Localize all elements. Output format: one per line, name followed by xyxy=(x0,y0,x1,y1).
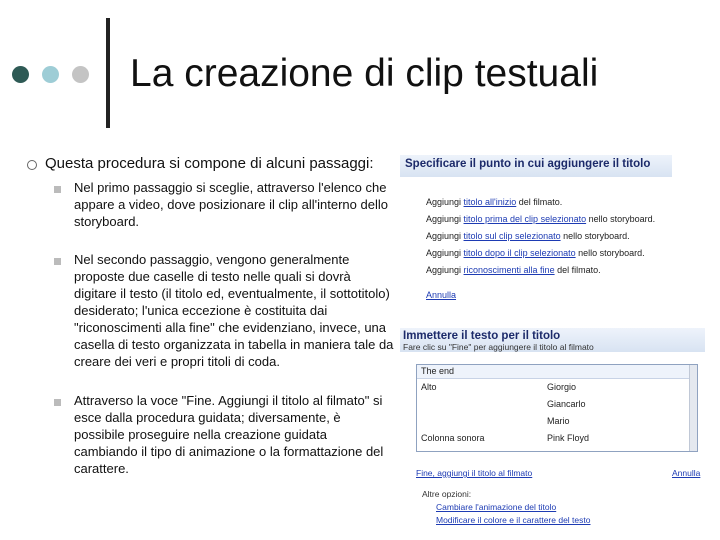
table-cell[interactable]: The end xyxy=(421,366,455,376)
decorative-dot-light xyxy=(42,66,59,83)
table-cell[interactable]: Pink Floyd xyxy=(547,433,590,443)
decorative-dot-dark xyxy=(12,66,29,83)
option-row: Aggiungi titolo all'inizio del filmato. xyxy=(426,197,563,207)
panel-heading: Specificare il punto in cui aggiungere il titolo xyxy=(405,158,651,170)
option-row: Aggiungi titolo sul clip selezionato nello storyboard. xyxy=(426,231,630,241)
bullet-text-1: Nel primo passaggio si sceglie, attraverso l'elenco che appare a video, dove posizionare il clip all'interno dello storyboard. xyxy=(74,180,388,229)
title-position-panel xyxy=(400,155,672,305)
decorative-dot-grey xyxy=(72,66,89,83)
option-row: Aggiungi titolo dopo il clip selezionato nello storyboard. xyxy=(426,248,645,258)
bullet-icon xyxy=(54,186,61,193)
option-row: Aggiungi titolo prima del clip selezionato nello storyboard. xyxy=(426,214,656,224)
cancel-link[interactable]: Annulla xyxy=(672,468,701,478)
bullet-icon xyxy=(54,399,61,406)
table-cell[interactable]: Mario xyxy=(547,416,570,426)
bullet-text-2: Nel secondo passaggio, vengono generalmente proposte due caselle di testo nelle quali si dovrà digitare il testo (il titolo ed, eventualmente, il sottotitolo) desiderato; l'unica eccezione è costituita dai "riconoscimenti alla fine" che evidenziano, invece, una casella di testo organizzata in tabella in maniera tale da creare dei veri e propri titoli di coda. xyxy=(74,252,394,369)
table-cell[interactable]: Alto xyxy=(421,382,437,392)
table-cell[interactable]: Giancarlo xyxy=(547,399,586,409)
table-scrollbar[interactable] xyxy=(689,365,697,451)
bullet-text-3: Attraverso la voce "Fine. Aggiungi il titolo al filmato" si esce dalla procedura guidata; diversamente, è possibile proseguire nella creazione guidata cambiando il tipo di animazione o la formattazione del carattere. xyxy=(74,393,384,476)
slide-title: La creazione di clip testuali xyxy=(130,52,599,95)
table-cell[interactable]: Colonna sonora xyxy=(421,433,485,443)
change-font-link[interactable]: Modificare il colore e il carattere del testo xyxy=(436,515,591,525)
option-link[interactable]: titolo prima del clip selezionato xyxy=(463,214,587,224)
intro-bullet-icon xyxy=(27,160,37,170)
table-cell[interactable]: Giorgio xyxy=(547,382,577,392)
finish-link[interactable]: Fine, aggiungi il titolo al filmato xyxy=(416,468,533,478)
title-divider xyxy=(106,18,110,128)
option-link[interactable]: riconoscimenti alla fine xyxy=(463,265,555,275)
option-link[interactable]: titolo all'inizio xyxy=(463,197,517,207)
panel-header xyxy=(400,328,705,352)
option-link[interactable]: titolo sul clip selezionato xyxy=(463,231,561,241)
credits-table[interactable] xyxy=(416,364,698,452)
change-animation-link[interactable]: Cambiare l'animazione del titolo xyxy=(436,502,557,512)
more-options-label: Altre opzioni: xyxy=(422,489,472,499)
option-link[interactable]: titolo dopo il clip selezionato xyxy=(463,248,576,258)
bullet-icon xyxy=(54,258,61,265)
intro-text: Questa procedura si compone di alcuni passaggi: xyxy=(45,155,374,172)
panel-heading: Immettere il testo per il titolo xyxy=(403,330,561,342)
panel-header xyxy=(400,155,672,177)
table-row-highlight xyxy=(417,365,697,379)
panel-subheading: Fare clic su "Fine" per aggiungere il titolo al filmato xyxy=(403,342,594,352)
cancel-link[interactable]: Annulla xyxy=(426,290,457,300)
title-text-panel xyxy=(400,328,705,528)
option-row: Aggiungi riconoscimenti alla fine del filmato. xyxy=(426,265,601,275)
